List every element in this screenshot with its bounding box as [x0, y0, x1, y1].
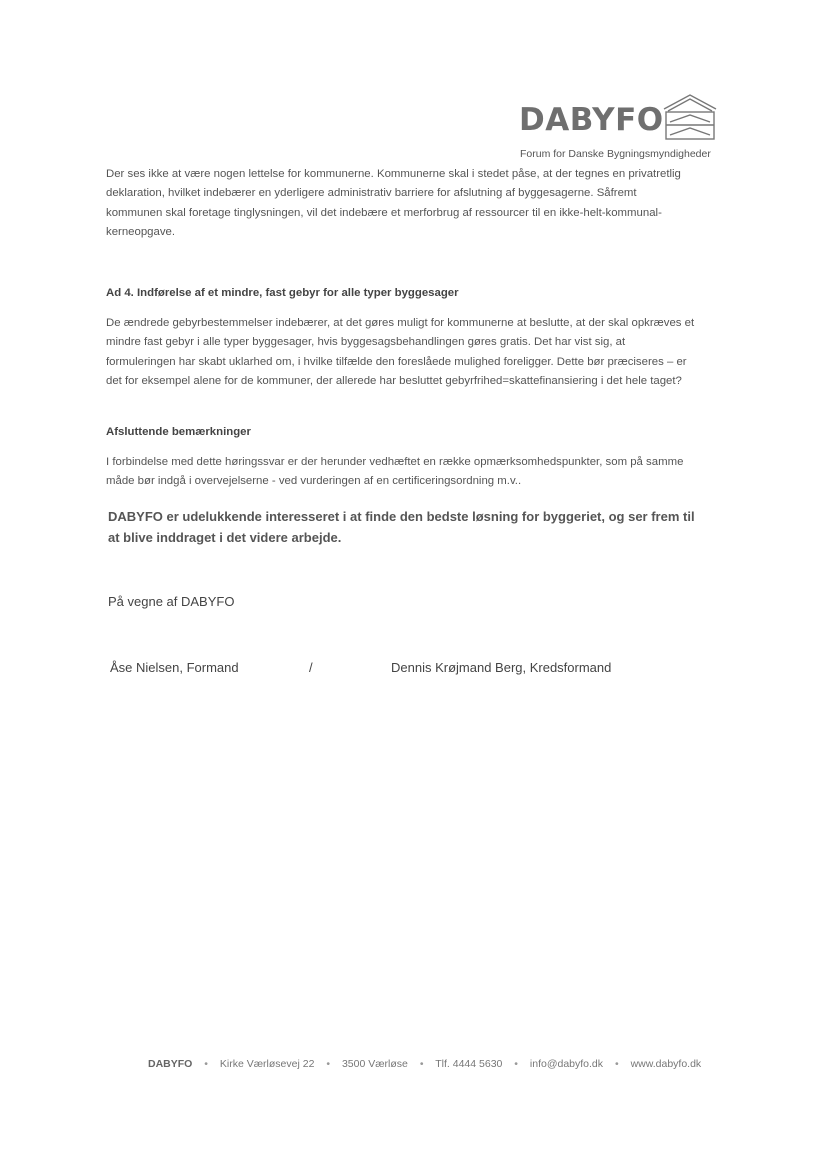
dabyfo-logo	[519, 93, 724, 163]
paragraph-ad4: De ændrede gebyrbestemmelser indebærer, at det gøres muligt for kommunerne at beslutte, at der skal opkræves et mindre fast gebyr i alle typer byggesager, hvis byggesagsbehandlingen gøres gratis. Det har vist sig, at formuleringen har skabt uklarhed om, i hvilke tilfælde den foreslåede mulighed foreligger. Dette bør præciseres – er det for eksempel alene for de kommuner, der allerede har besluttet gebyrfrihed=skattefinansiering i det hele taget?	[106, 317, 695, 387]
footer-separator: •	[326, 1058, 331, 1070]
paragraph-intro: Der ses ikke at være nogen lettelse for kommunerne. Kommunerne skal i stedet påse, at der tegnes en privatretlig deklaration, hvilket indebærer en yderligere administrativ barriere for afslutning af byggesagerne. Såfremt kommunen skal foretage tinglysningen, vil det indebære et merforbrug af ressourcer til en ikke-helt-kommunal-kerneopgave.	[106, 168, 681, 238]
footer-org: DABYFO	[148, 1058, 193, 1070]
footer-separator: •	[419, 1058, 424, 1070]
footer-city: 3500 Værløse	[341, 1058, 408, 1070]
paragraph-closing: I forbindelse med dette høringssvar er der herunder vedhæftet en række opmærksomhedspunkter, som på samme måde bør indgå i overvejelserne - ved vurderingen af en certificeringsordning m.v..	[106, 456, 684, 488]
footer-separator: •	[614, 1058, 619, 1070]
page-footer	[148, 1058, 701, 1070]
heading-closing-remarks: Afsluttende bemærkninger	[106, 426, 251, 438]
logo-wordmark: DABYFO	[519, 102, 664, 138]
footer-web[interactable]: www.dabyfo.dk	[630, 1058, 702, 1070]
footer-address: Kirke Værløsevej 22	[219, 1058, 315, 1070]
footer-separator: •	[514, 1058, 518, 1070]
footer-email[interactable]: info@dabyfo.dk	[529, 1058, 604, 1070]
signer-2: Dennis Krøjmand Berg, Kredsformand	[391, 660, 612, 675]
logo-tagline: Forum for Danske Bygningsmyndigheder	[520, 148, 711, 160]
footer-separator: •	[204, 1058, 208, 1070]
closing-statement: DABYFO er udelukkende interesseret i at finde den bedste løsning for byggeriet, og ser frem til at blive inddraget i det videre arbejde.	[108, 509, 695, 545]
on-behalf-line: På vegne af DABYFO	[108, 594, 235, 609]
footer-phone: Tlf. 4444 5630	[435, 1058, 503, 1070]
signer-separator: /	[309, 660, 313, 675]
house-icon	[662, 93, 718, 141]
signer-1: Åse Nielsen, Formand	[110, 660, 239, 675]
heading-ad4: Ad 4. Indførelse af et mindre, fast gebyr for alle typer byggesager	[106, 287, 459, 299]
